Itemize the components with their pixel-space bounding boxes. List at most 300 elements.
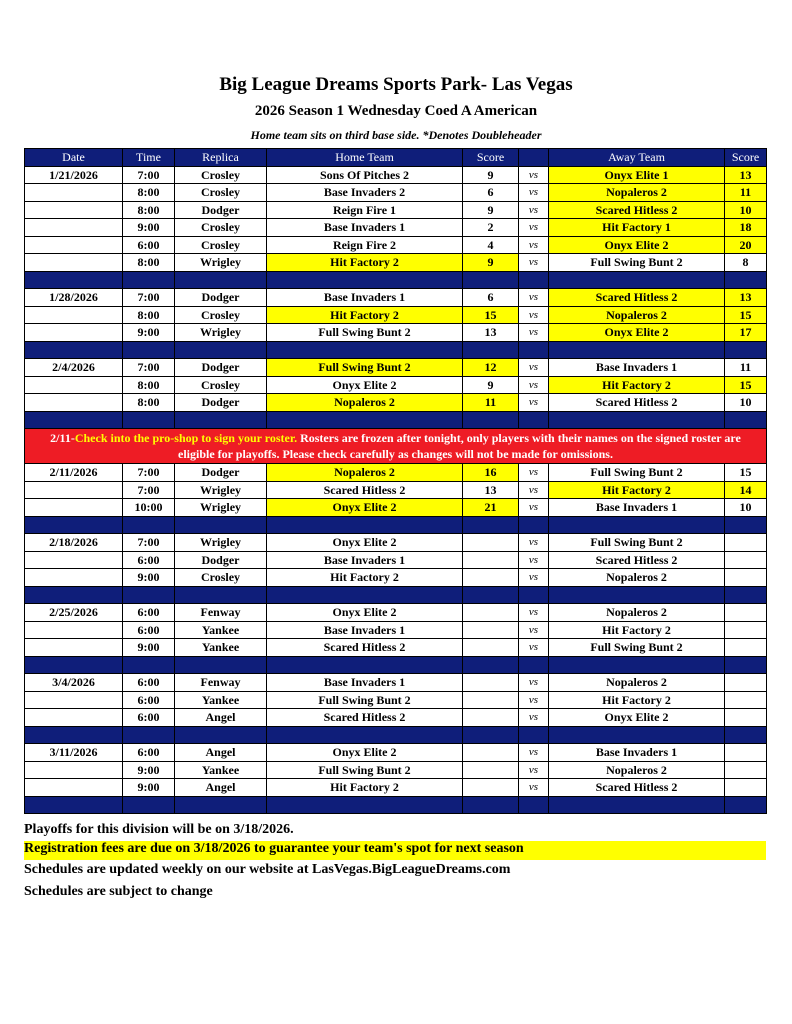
cell-replica: Wrigley [175,481,267,499]
page-subtitle: 2026 Season 1 Wednesday Coed A American [254,103,538,119]
cell-vs: vs [519,709,549,727]
col-header-vs [519,149,549,167]
cell-vs: vs [519,779,549,797]
cell-away-team: Nopaleros 2 [549,569,725,587]
col-header-replica: Replica [175,149,267,167]
cell-home-team: Hit Factory 2 [267,254,463,272]
cell-home-team: Sons Of Pitches 2 [267,166,463,184]
cell-vs: vs [519,534,549,552]
separator-cell [549,656,725,674]
notice-prefix: 2/11- [50,431,75,445]
cell-away-team: Base Invaders 1 [549,744,725,762]
cell-away-team: Nopaleros 2 [549,761,725,779]
separator-cell [267,656,463,674]
cell-away-score [725,639,767,657]
cell-away-score [725,709,767,727]
separator-cell [123,726,175,744]
cell-home-team: Hit Factory 2 [267,306,463,324]
cell-home-team: Full Swing Bunt 2 [267,761,463,779]
schedule-table [24,148,767,814]
cell-home-team: Nopaleros 2 [267,394,463,412]
cell-vs: vs [519,744,549,762]
cell-time: 9:00 [123,324,175,342]
separator-cell [175,796,267,814]
cell-date: 3/11/2026 [25,744,123,762]
cell-home-team: Base Invaders 1 [267,621,463,639]
cell-away-score [725,744,767,762]
cell-date: 3/4/2026 [25,674,123,692]
separator-cell [519,271,549,289]
cell-time: 6:00 [123,744,175,762]
separator-cell [519,656,549,674]
cell-date [25,569,123,587]
separator-cell [725,516,767,534]
separator-cell [123,586,175,604]
week-separator [25,656,767,674]
cell-date: 2/11/2026 [25,464,123,482]
cell-vs: vs [519,464,549,482]
cell-time: 9:00 [123,639,175,657]
cell-away-team: Scared Hitless 2 [549,551,725,569]
separator-cell [725,411,767,429]
cell-away-team: Hit Factory 1 [549,219,725,237]
game-row [25,639,767,657]
cell-replica: Yankee [175,761,267,779]
cell-away-team: Base Invaders 1 [549,359,725,377]
cell-vs: vs [519,394,549,412]
cell-replica: Wrigley [175,254,267,272]
cell-home-score [463,569,519,587]
col-header-date: Date [25,149,123,167]
col-header-time: Time [123,149,175,167]
separator-cell [267,341,463,359]
separator-cell [725,271,767,289]
separator-cell [463,726,519,744]
cell-home-score: 12 [463,359,519,377]
cell-date [25,184,123,202]
cell-time: 7:00 [123,166,175,184]
cell-home-score: 11 [463,394,519,412]
game-row [25,201,767,219]
separator-cell [725,586,767,604]
cell-time: 9:00 [123,761,175,779]
cell-home-score: 6 [463,184,519,202]
cell-away-team: Scared Hitless 2 [549,201,725,219]
separator-cell [549,516,725,534]
cell-time: 8:00 [123,376,175,394]
cell-vs: vs [519,219,549,237]
cell-time: 6:00 [123,621,175,639]
cell-vs: vs [519,254,549,272]
separator-cell [25,271,123,289]
cell-vs: vs [519,604,549,622]
cell-date: 1/28/2026 [25,289,123,307]
separator-cell [463,656,519,674]
cell-away-score [725,779,767,797]
col-header-home-score: Score [463,149,519,167]
separator-cell [549,411,725,429]
cell-date [25,779,123,797]
separator-cell [519,411,549,429]
week-separator [25,586,767,604]
cell-vs: vs [519,236,549,254]
separator-cell [25,796,123,814]
cell-vs: vs [519,569,549,587]
game-row [25,289,767,307]
cell-time: 7:00 [123,359,175,377]
game-row [25,184,767,202]
cell-away-score: 15 [725,306,767,324]
cell-replica: Yankee [175,621,267,639]
cell-away-score: 10 [725,394,767,412]
cell-away-team: Nopaleros 2 [549,306,725,324]
cell-time: 9:00 [123,779,175,797]
week-separator [25,411,767,429]
cell-home-score: 6 [463,289,519,307]
cell-away-team: Onyx Elite 1 [549,166,725,184]
cell-home-score: 2 [463,219,519,237]
cell-time: 7:00 [123,289,175,307]
cell-date [25,254,123,272]
separator-cell [123,516,175,534]
cell-time: 9:00 [123,219,175,237]
page-title: Big League Dreams Sports Park- Las Vegas [219,74,573,95]
cell-away-score [725,604,767,622]
separator-cell [463,796,519,814]
cell-vs: vs [519,674,549,692]
separator-cell [725,656,767,674]
cell-date [25,639,123,657]
cell-away-score: 13 [725,166,767,184]
game-row [25,324,767,342]
separator-cell [463,586,519,604]
cell-away-score [725,551,767,569]
cell-time: 7:00 [123,481,175,499]
cell-replica: Crosley [175,236,267,254]
cell-date [25,306,123,324]
separator-cell [25,726,123,744]
website-note: Schedules are updated weekly on our website at LasVegas.BigLeagueDreams.com [24,862,511,877]
cell-away-team: Hit Factory 2 [549,376,725,394]
cell-away-team: Hit Factory 2 [549,481,725,499]
cell-away-score: 14 [725,481,767,499]
cell-replica: Fenway [175,674,267,692]
playoffs-note: Playoffs for this division will be on 3/18/2026. [24,822,294,837]
separator-cell [25,411,123,429]
cell-time: 10:00 [123,499,175,517]
separator-cell [175,516,267,534]
cell-away-score [725,674,767,692]
cell-date [25,709,123,727]
week-separator [25,271,767,289]
cell-home-score [463,551,519,569]
cell-vs: vs [519,639,549,657]
cell-away-score: 11 [725,359,767,377]
cell-date [25,499,123,517]
cell-home-team: Nopaleros 2 [267,464,463,482]
cell-home-score [463,674,519,692]
cell-date [25,621,123,639]
cell-vs: vs [519,306,549,324]
game-row [25,761,767,779]
game-row [25,481,767,499]
cell-vs: vs [519,324,549,342]
cell-home-team: Base Invaders 1 [267,551,463,569]
cell-home-score: 9 [463,376,519,394]
cell-away-score [725,761,767,779]
col-header-away-score: Score [725,149,767,167]
cell-home-score: 15 [463,306,519,324]
game-row [25,499,767,517]
cell-date [25,376,123,394]
cell-date [25,691,123,709]
cell-replica: Dodger [175,359,267,377]
cell-date [25,219,123,237]
cell-date: 2/25/2026 [25,604,123,622]
separator-cell [519,586,549,604]
cell-away-team: Onyx Elite 2 [549,236,725,254]
cell-away-team: Base Invaders 1 [549,499,725,517]
cell-home-team: Scared Hitless 2 [267,709,463,727]
cell-date [25,761,123,779]
separator-cell [123,656,175,674]
cell-away-score: 15 [725,464,767,482]
cell-away-score: 8 [725,254,767,272]
cell-vs: vs [519,481,549,499]
cell-home-team: Full Swing Bunt 2 [267,324,463,342]
cell-away-score: 17 [725,324,767,342]
separator-cell [123,411,175,429]
cell-time: 6:00 [123,691,175,709]
cell-away-team: Onyx Elite 2 [549,324,725,342]
week-separator [25,341,767,359]
cell-vs: vs [519,166,549,184]
game-row [25,236,767,254]
cell-date: 2/18/2026 [25,534,123,552]
cell-replica: Fenway [175,604,267,622]
cell-away-team: Full Swing Bunt 2 [549,534,725,552]
cell-home-score: 9 [463,201,519,219]
week-separator [25,726,767,744]
notice-body: Rosters are frozen after tonight, only players with their names on the signed roster are eligible for playoffs. Please check carefully as changes will not be made for omissions. [178,431,741,461]
cell-date [25,324,123,342]
cell-away-score [725,534,767,552]
cell-home-score [463,761,519,779]
cell-home-score [463,744,519,762]
separator-cell [549,271,725,289]
cell-away-score [725,691,767,709]
cell-vs: vs [519,621,549,639]
cell-replica: Yankee [175,639,267,657]
cell-replica: Crosley [175,166,267,184]
col-header-home-team: Home Team [267,149,463,167]
cell-away-score: 18 [725,219,767,237]
cell-away-score [725,569,767,587]
cell-time: 8:00 [123,306,175,324]
cell-home-score: 16 [463,464,519,482]
cell-away-score: 10 [725,201,767,219]
separator-cell [725,726,767,744]
cell-replica: Dodger [175,394,267,412]
separator-cell [175,271,267,289]
cell-home-team: Base Invaders 1 [267,289,463,307]
separator-cell [549,341,725,359]
separator-cell [267,516,463,534]
cell-away-team: Full Swing Bunt 2 [549,254,725,272]
separator-cell [519,796,549,814]
cell-replica: Wrigley [175,324,267,342]
separator-cell [519,516,549,534]
cell-vs: vs [519,359,549,377]
separator-cell [725,341,767,359]
separator-cell [175,586,267,604]
cell-home-score [463,709,519,727]
cell-vs: vs [519,201,549,219]
game-row [25,621,767,639]
roster-notice [25,429,767,464]
separator-cell [175,341,267,359]
cell-away-score: 13 [725,289,767,307]
cell-home-team: Base Invaders 1 [267,219,463,237]
cell-home-team: Scared Hitless 2 [267,639,463,657]
game-row [25,219,767,237]
cell-home-team: Scared Hitless 2 [267,481,463,499]
separator-cell [25,656,123,674]
cell-vs: vs [519,691,549,709]
cell-home-score [463,604,519,622]
separator-cell [123,796,175,814]
cell-away-team: Nopaleros 2 [549,184,725,202]
cell-replica: Angel [175,709,267,727]
game-row [25,534,767,552]
cell-date [25,394,123,412]
cell-replica: Yankee [175,691,267,709]
cell-replica: Dodger [175,201,267,219]
game-row [25,464,767,482]
cell-replica: Dodger [175,464,267,482]
table-header-row [25,149,767,167]
cell-away-score: 15 [725,376,767,394]
cell-home-team: Onyx Elite 2 [267,376,463,394]
cell-home-team: Full Swing Bunt 2 [267,691,463,709]
cell-time: 6:00 [123,709,175,727]
game-row [25,709,767,727]
disclaimer-note: Schedules are subject to change [24,884,213,899]
cell-date [25,481,123,499]
cell-home-score [463,779,519,797]
separator-cell [549,726,725,744]
separator-cell [175,656,267,674]
separator-cell [267,411,463,429]
cell-vs: vs [519,184,549,202]
cell-time: 6:00 [123,604,175,622]
cell-replica: Angel [175,744,267,762]
separator-cell [175,411,267,429]
cell-date [25,236,123,254]
cell-vs: vs [519,499,549,517]
cell-home-team: Onyx Elite 2 [267,744,463,762]
separator-cell [123,271,175,289]
separator-cell [267,271,463,289]
separator-cell [25,341,123,359]
cell-replica: Crosley [175,569,267,587]
cell-vs: vs [519,376,549,394]
game-row [25,376,767,394]
cell-vs: vs [519,761,549,779]
game-row [25,674,767,692]
separator-cell [463,341,519,359]
col-header-away-team: Away Team [549,149,725,167]
cell-home-score: 9 [463,254,519,272]
cell-home-team: Full Swing Bunt 2 [267,359,463,377]
week-separator [25,796,767,814]
registration-note: Registration fees are due on 3/18/2026 to guarantee your team's spot for next season [24,841,766,860]
schedule-body [25,166,767,814]
cell-home-team: Hit Factory 2 [267,779,463,797]
separator-cell [267,726,463,744]
cell-home-team: Onyx Elite 2 [267,534,463,552]
cell-replica: Angel [175,779,267,797]
cell-away-score [725,621,767,639]
cell-home-score: 13 [463,324,519,342]
separator-cell [463,411,519,429]
game-row [25,254,767,272]
cell-away-team: Full Swing Bunt 2 [549,639,725,657]
cell-away-team: Nopaleros 2 [549,604,725,622]
cell-away-team: Hit Factory 2 [549,621,725,639]
cell-time: 6:00 [123,551,175,569]
separator-cell [175,726,267,744]
cell-home-score: 13 [463,481,519,499]
separator-cell [267,796,463,814]
game-row [25,394,767,412]
cell-vs: vs [519,289,549,307]
separator-cell [463,516,519,534]
week-separator [25,516,767,534]
cell-home-score [463,639,519,657]
cell-time: 6:00 [123,674,175,692]
cell-time: 7:00 [123,534,175,552]
separator-cell [549,586,725,604]
separator-cell [123,341,175,359]
cell-home-team: Base Invaders 2 [267,184,463,202]
cell-replica: Wrigley [175,499,267,517]
cell-home-score: 9 [463,166,519,184]
game-row [25,779,767,797]
separator-cell [725,796,767,814]
cell-home-team: Base Invaders 1 [267,674,463,692]
cell-away-team: Hit Factory 2 [549,691,725,709]
cell-time: 8:00 [123,394,175,412]
cell-home-score [463,621,519,639]
cell-home-team: Reign Fire 1 [267,201,463,219]
cell-date: 1/21/2026 [25,166,123,184]
cell-away-team: Onyx Elite 2 [549,709,725,727]
cell-time: 9:00 [123,569,175,587]
cell-time: 6:00 [123,236,175,254]
cell-away-score: 20 [725,236,767,254]
cell-date: 2/4/2026 [25,359,123,377]
cell-home-score: 21 [463,499,519,517]
cell-replica: Wrigley [175,534,267,552]
game-row [25,604,767,622]
cell-away-team: Scared Hitless 2 [549,289,725,307]
separator-cell [519,726,549,744]
notice-highlight: Check into the pro-shop to sign your roster. [74,431,298,445]
cell-home-score [463,691,519,709]
cell-away-score: 11 [725,184,767,202]
game-row [25,691,767,709]
